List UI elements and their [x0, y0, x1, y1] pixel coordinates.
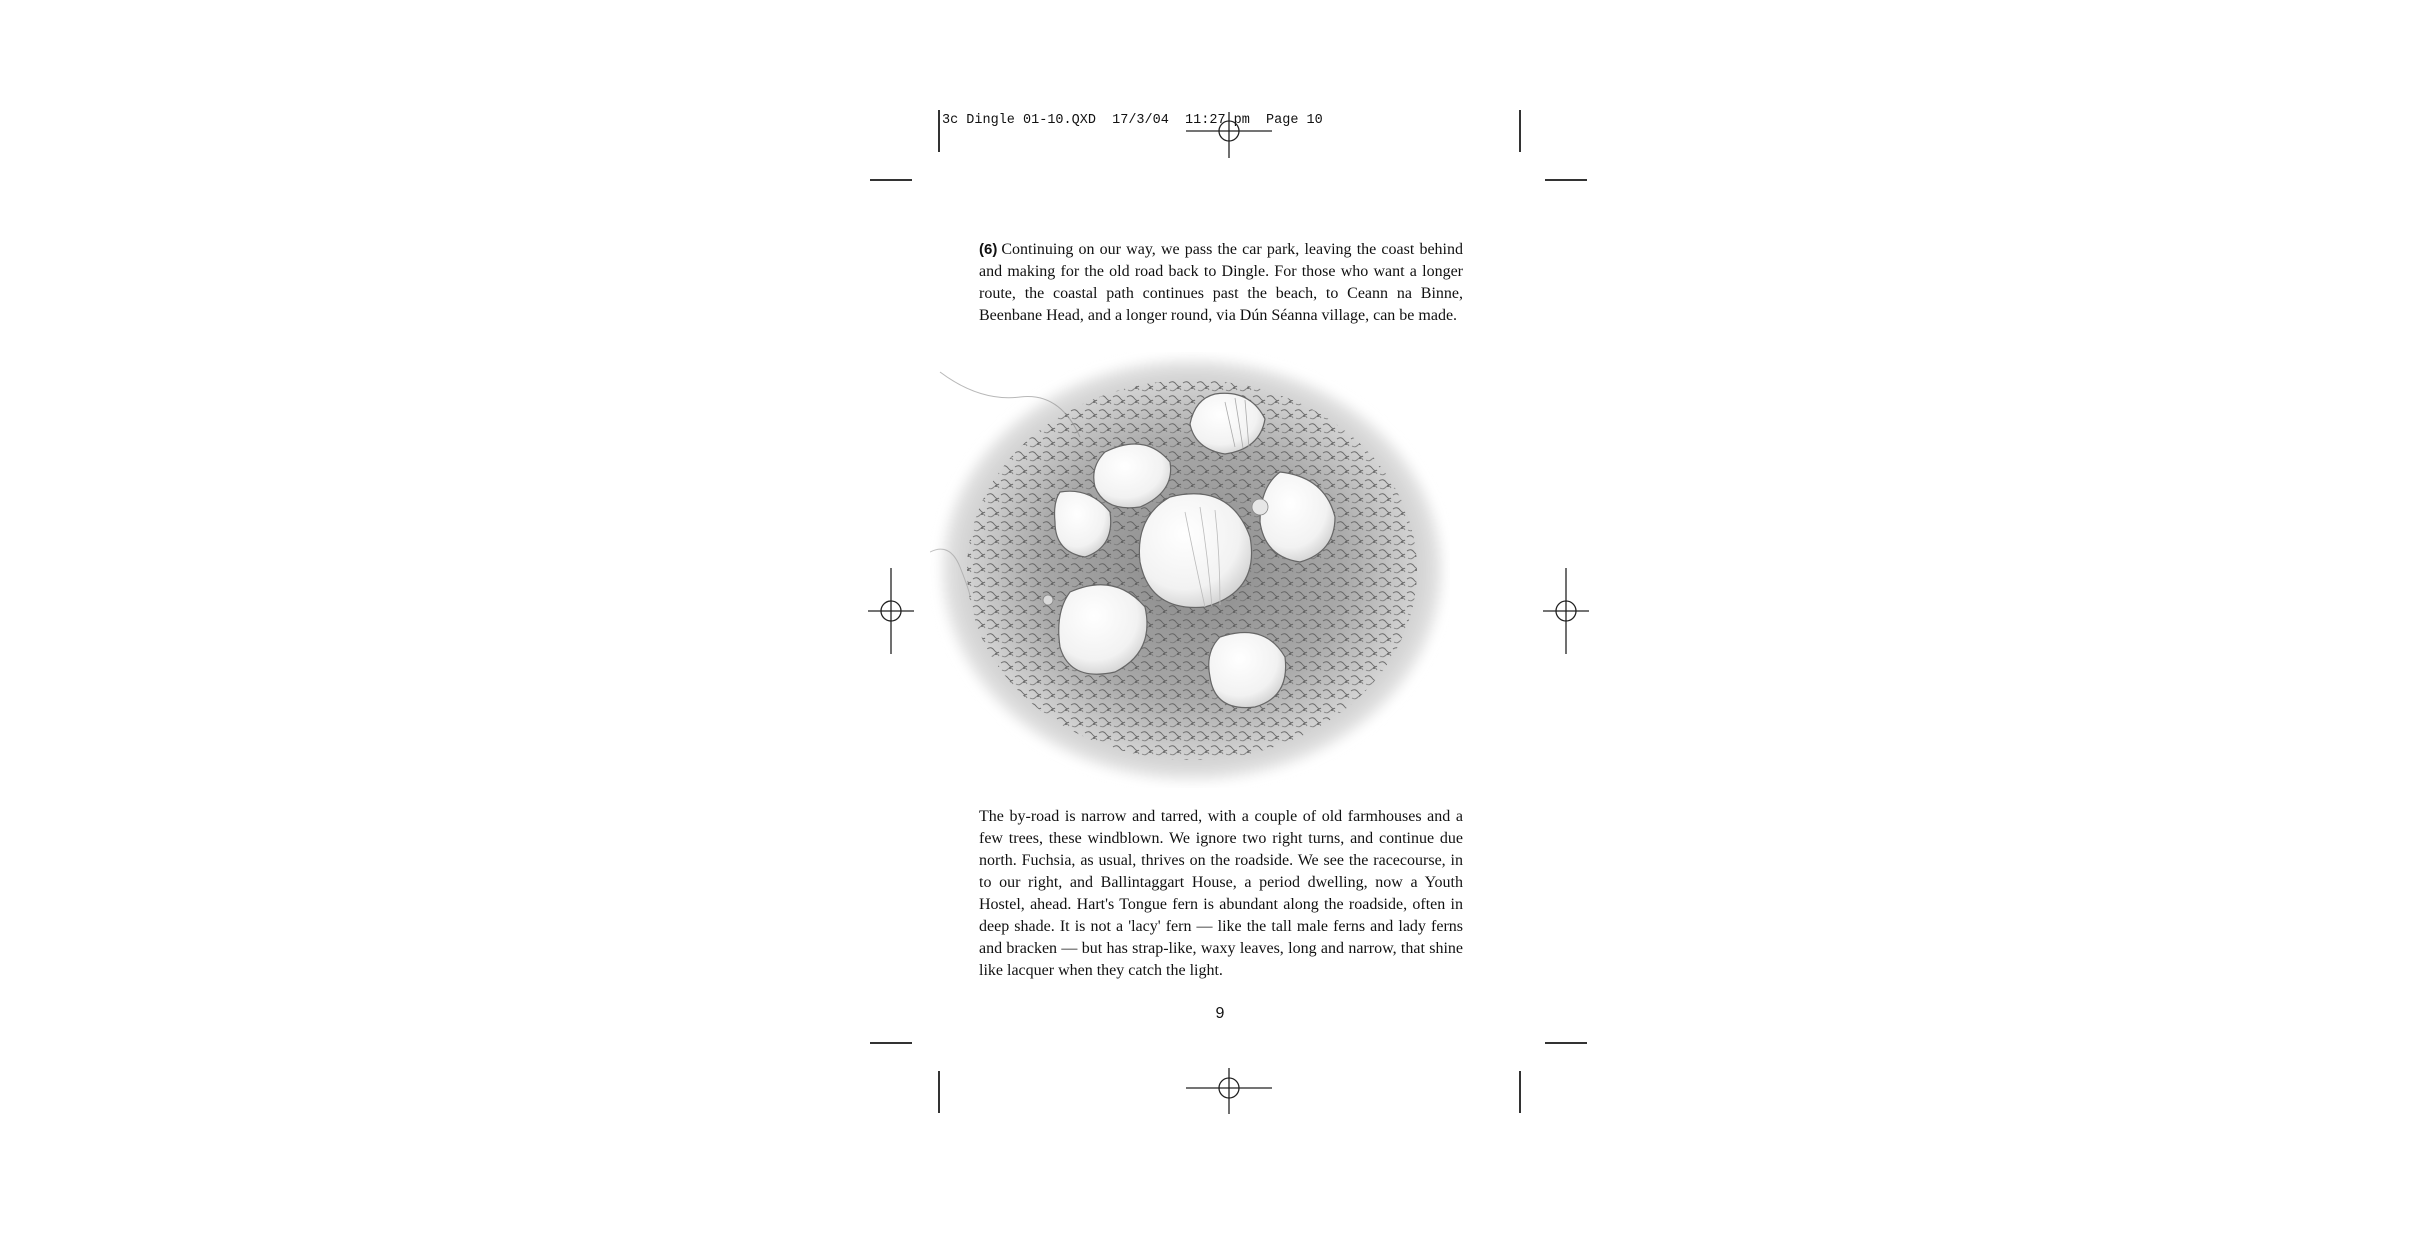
crop-mark-bottom-right — [1519, 1071, 1521, 1113]
crop-mark-top-right-h — [1545, 179, 1587, 181]
registration-mark-left — [868, 568, 914, 654]
crop-mark-bottom-right-h — [1545, 1042, 1587, 1044]
registration-mark-bottom — [1186, 1068, 1272, 1114]
registration-mark-top — [1186, 112, 1272, 158]
page-number: 9 — [1215, 1005, 1225, 1022]
crop-mark-bottom-left-h — [870, 1042, 912, 1044]
crop-mark-bottom-left — [938, 1071, 940, 1113]
crop-mark-top-left — [938, 110, 940, 152]
step-number: (6) — [979, 241, 998, 258]
crop-mark-top-right — [1519, 110, 1521, 152]
crop-mark-top-left-h — [870, 179, 912, 181]
slug-line: 3c Dingle 01-10.QXD 17/3/04 11:27 pm Page 10 — [942, 113, 1323, 128]
registration-mark-right — [1543, 568, 1589, 654]
paragraph-step-6-text: Continuing on our way, we pass the car park, leaving the coast behind and making for the old road back to Dingle. For those who want a longer route, the coastal path continues past the beach, to Ceann na Binne, Beenbane Head, and a longer round, via Dún Séanna village, can be made. — [979, 241, 1463, 324]
shells-illustration — [930, 352, 1450, 788]
shell-lower-right — [1209, 633, 1286, 708]
paragraph-step-6 — [979, 239, 1463, 327]
paragraph-by-road: The by-road is narrow and tarred, with a couple of old farmhouses and a few trees, these windblown. We ignore two right turns, and continue due north. Fuchsia, as usual, thrives on the roadside. We see the racecourse, in to our right, and Ballintaggart House, a period dwelling, now a Youth Hostel, ahead. Hart's Tongue fern is abundant along the roadside, often in deep shade. It is not a 'lacy' fern — like the tall male ferns and lady ferns and bracken — but has strap-like, waxy leaves, long and narrow, that shine like lacquer when they catch the light. — [979, 808, 1463, 979]
shell-center — [1139, 494, 1251, 608]
